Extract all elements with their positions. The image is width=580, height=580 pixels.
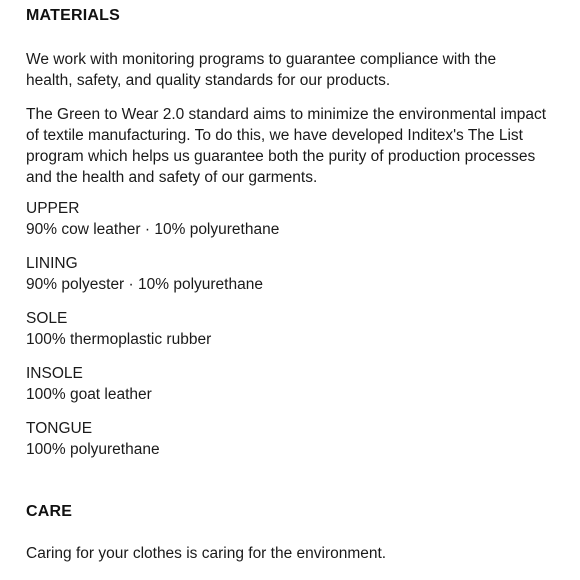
care-text: Caring for your clothes is caring for the environment. xyxy=(26,545,387,562)
composition-part-value: 90% cow leather · 10% polyurethane xyxy=(26,221,280,238)
composition-tongue xyxy=(26,418,160,460)
materials-paragraph-monitoring: We work with monitoring programs to guarantee compliance with the health, safety, and quality standards for our products. xyxy=(26,51,497,89)
composition-part-value: 100% thermoplastic rubber xyxy=(26,331,212,348)
composition-part-value: 100% goat leather xyxy=(26,386,152,403)
materials-paragraph-green-to-wear: The Green to Wear 2.0 standard aims to minimize the environmental impact of textile manufacturing. To do this, we have developed Inditex's The List program which helps us guarantee both the purity of production processes and the health and safety of our garments. xyxy=(26,106,547,186)
care-heading: CARE xyxy=(26,503,73,520)
composition-part-value: 90% polyester · 10% polyurethane xyxy=(26,276,263,293)
composition-part-label: INSOLE xyxy=(26,365,83,382)
composition-upper xyxy=(26,198,279,240)
composition-lining xyxy=(26,253,263,295)
composition-part-label: SOLE xyxy=(26,310,68,327)
materials-heading: MATERIALS xyxy=(26,7,120,24)
composition-insole xyxy=(26,363,152,405)
composition-part-label: TONGUE xyxy=(26,420,93,437)
composition-part-value: 100% polyurethane xyxy=(26,441,160,458)
composition-part-label: LINING xyxy=(26,255,78,272)
composition-part-label: UPPER xyxy=(26,200,80,217)
composition-sole xyxy=(26,308,211,350)
